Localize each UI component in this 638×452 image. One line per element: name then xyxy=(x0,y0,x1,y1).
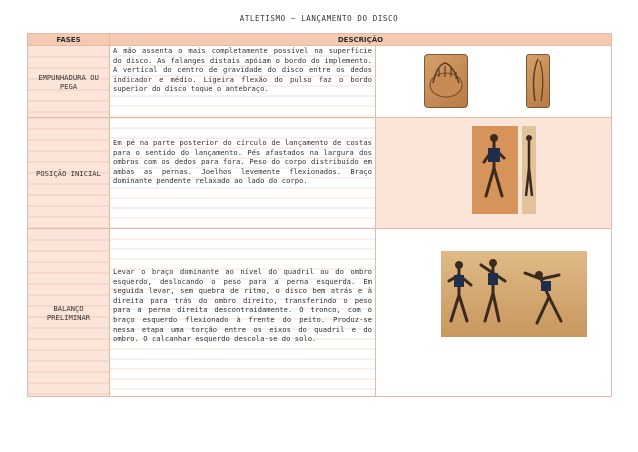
table-row xyxy=(28,118,612,229)
preliminary-swing-illustration xyxy=(441,251,587,337)
phase-cell xyxy=(28,46,110,118)
illustration-cell xyxy=(376,118,612,229)
hand-disc-icon xyxy=(425,55,467,107)
phase-cell xyxy=(28,229,110,397)
athletes-swing-icon xyxy=(441,251,587,337)
description-cell xyxy=(110,46,376,118)
phase-label: BALANÇO PRELIMINAR xyxy=(46,303,91,322)
phase-cell xyxy=(28,118,110,229)
header-description: DESCRIÇÃO xyxy=(110,34,612,46)
description-cell xyxy=(110,229,376,397)
grip-illustration-1 xyxy=(424,54,468,108)
illustration-cell xyxy=(376,46,612,118)
phase-label: EMPUNHADURA OU PEGA xyxy=(38,72,99,91)
phases-table xyxy=(27,33,612,397)
phase-label: POSIÇÃO INICIAL xyxy=(36,168,101,178)
grip-illustration-2 xyxy=(526,54,550,108)
description-text: A mão assenta o mais completamente possível na superfície do disco. As falanges distais apóiam o bordo do implemento. A vertical do centro de gravidade do disco entre os dedos indicador e médio. Ligeira flexão do pulso faz o bordo superior do disco toque o antebraço. xyxy=(113,46,372,94)
table-row xyxy=(28,46,612,118)
wrist-disc-icon xyxy=(527,55,549,107)
description-text: Em pé na parte posterior do círculo de lançamento de costas para o sentido do lançamento. Pés afastados na largura dos ombros com os dedos para fora. Peso do corpo distribuído em ambas as pernas. Joelhos levemente flexionados. Braço dominante pendente relaxado ao lado do corpo. xyxy=(113,138,372,186)
initial-position-illustration-2 xyxy=(522,126,536,214)
table-row xyxy=(28,229,612,397)
athlete-side-icon xyxy=(522,126,536,214)
description-text: Levar o braço dominante ao nível do quadril ou do ombro esquerdo, deslocando o peso para a perna esquerda. Em seguida levar, sem quebra de ritmo, o disco bem atrás e à direita para trás do ombro direito, transferindo o peso para a perna direita descontraidamente. O tronco, com o braço esquerdo flexionado à frente do peito. Produz-se nessa etapa uma torção entre os eixos do quadril e do ombro. O calcanhar esquerdo descola-se do solo. xyxy=(113,267,372,344)
description-cell xyxy=(110,118,376,229)
illustration-cell xyxy=(376,229,612,397)
athlete-standing-icon xyxy=(472,126,518,214)
header-phases: FASES xyxy=(28,34,110,46)
initial-position-illustration xyxy=(472,126,518,214)
page-title: ATLETISMO – LANÇAMENTO DO DISCO xyxy=(239,14,399,23)
table-header-row xyxy=(28,34,612,46)
